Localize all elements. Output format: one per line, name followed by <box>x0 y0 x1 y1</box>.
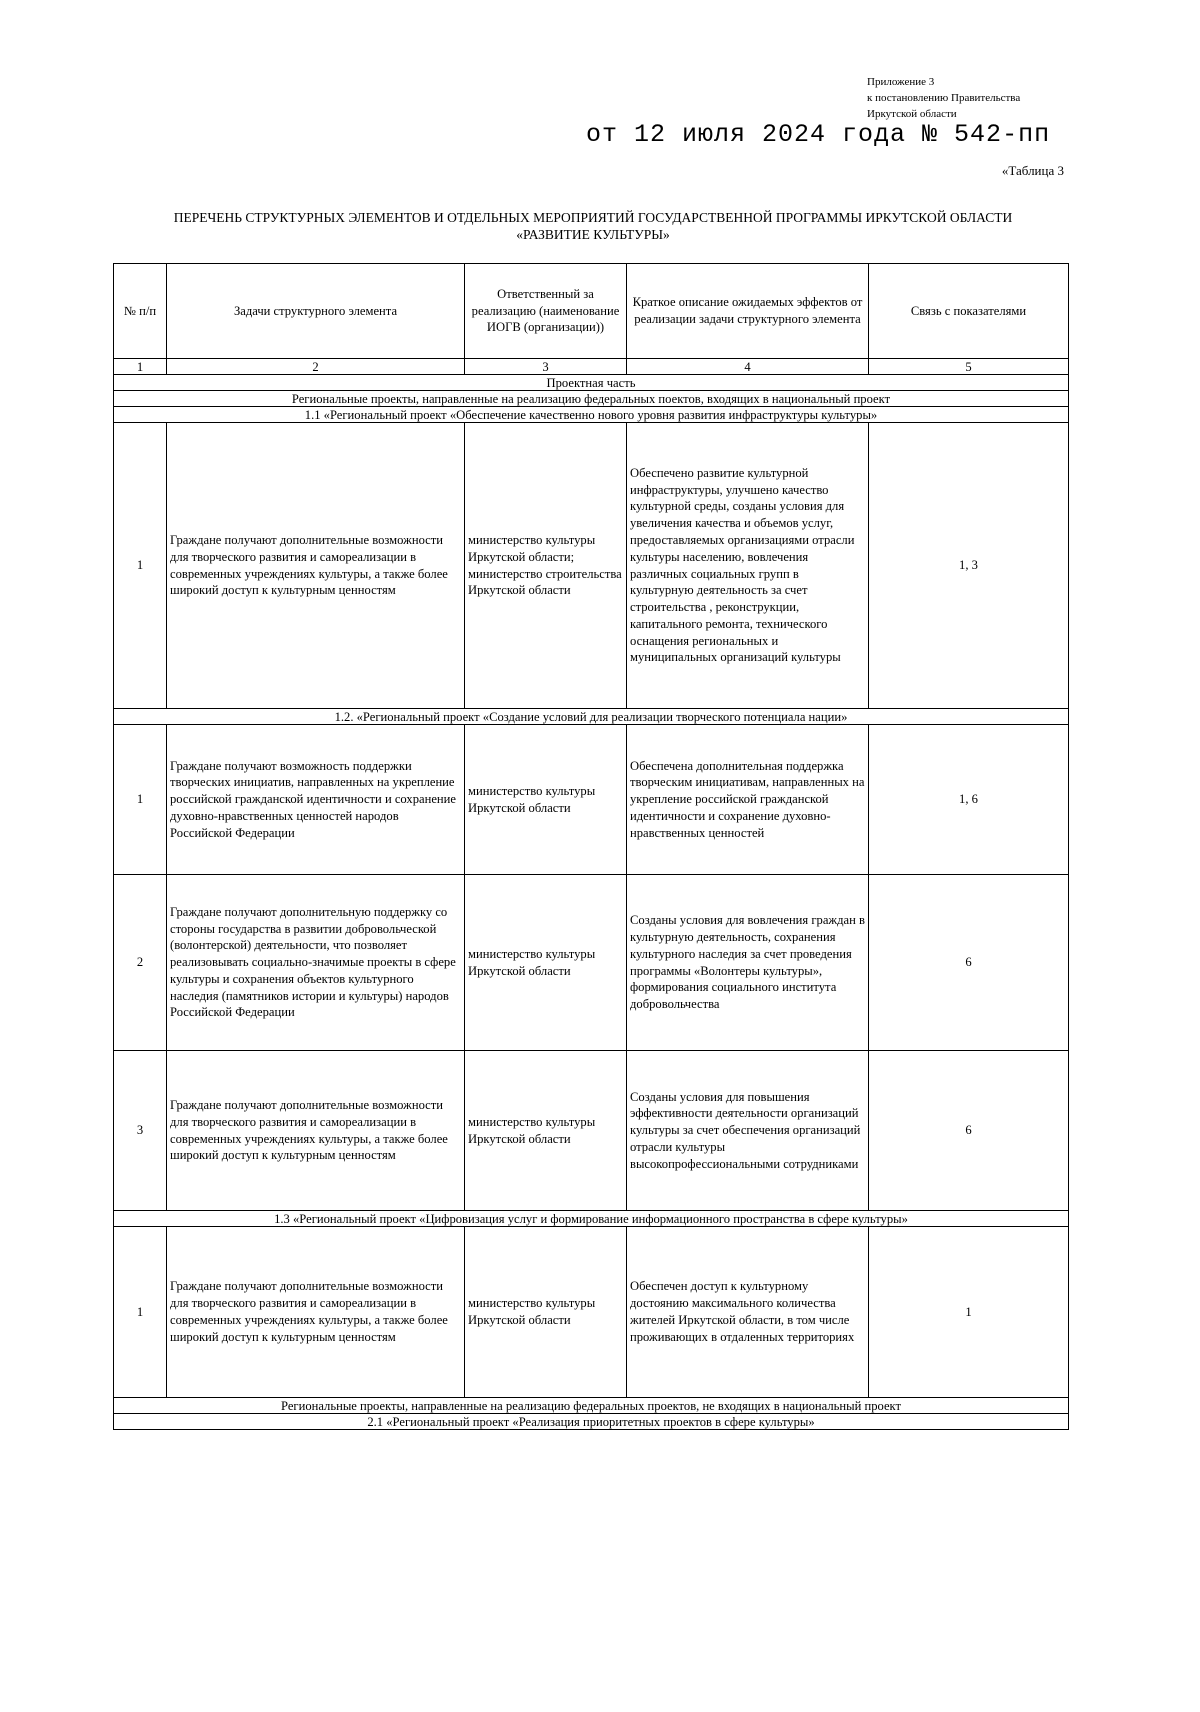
row-responsible: министерство культуры Иркутской области <box>465 725 627 875</box>
header-cell-tasks: Задачи структурного элемента <box>167 264 465 359</box>
appendix-line: Приложение 3 <box>867 76 935 88</box>
section-row <box>114 1414 1069 1430</box>
table-row <box>114 875 1069 1051</box>
column-number: 2 <box>167 359 465 375</box>
column-number-row <box>114 359 1069 375</box>
table-row <box>114 1051 1069 1211</box>
appendix-note <box>867 74 1020 122</box>
row-task: Граждане получают возможность поддержки творческих инициатив, направленных на укрепление российской гражданской идентичности и сохранение духовно-нравственных ценностей народов Российской Федерации <box>167 725 465 875</box>
row-number: 3 <box>114 1051 167 1211</box>
row-effect: Обеспечена дополнительная поддержка творческим инициативам, направленных на укрепление российской гражданской идентичности и сохранение духовно-нравственных ценностей <box>627 725 869 875</box>
column-number: 3 <box>465 359 627 375</box>
row-number: 1 <box>114 725 167 875</box>
section-group-national: Региональные проекты, направленные на реализацию федеральных поектов, входящих в национальный проект <box>114 391 1069 407</box>
section-row <box>114 407 1069 423</box>
row-responsible: министерство культуры Иркутской области <box>465 1051 627 1211</box>
header-cell-effects: Краткое описание ожидаемых эффектов от реализации задачи структурного элемента <box>627 264 869 359</box>
row-indicators: 6 <box>869 875 1069 1051</box>
row-indicators: 1, 6 <box>869 725 1069 875</box>
column-number: 4 <box>627 359 869 375</box>
row-effect: Обеспечено развитие культурной инфраструктуры, улучшено качество культурной среды, созданы условия для увеличения качества и объемов услуг, предоставляемых организациями отрасли культуры населению, вовлечения различных социальных групп в культурную деятельность за счет строительства , реконструкции, капитального ремонта, технического оснащения региональных и муниципальных организаций культуры <box>627 423 869 709</box>
table-label: «Таблица 3 <box>1001 163 1064 178</box>
appendix-line: к постановлению Правительства <box>867 92 1021 104</box>
document-title <box>113 209 1073 243</box>
row-indicators: 1 <box>869 1227 1069 1398</box>
row-effect: Созданы условия для вовлечения граждан в культурную деятельность, сохранения культурного наследия за счет проведения программы «Волонтеры культуры», формирования социального института добровольчества <box>627 875 869 1051</box>
section-project-part: Проектная часть <box>114 375 1069 391</box>
section-rp-1-1: 1.1 «Региональный проект «Обеспечение качественно нового уровня развития инфраструктуры культуры» <box>114 407 1069 423</box>
row-effect: Созданы условия для повышения эффективности деятельности организаций культуры за счет обеспечения организаций отрасли культуры высокопрофессиональными сотрудниками <box>627 1051 869 1211</box>
table-header-row <box>114 264 1069 359</box>
row-task: Граждане получают дополнительные возможности для творческого развития и самореализации в современных учреждениях культуры, а также более широкий доступ к культурным ценностям <box>167 1051 465 1211</box>
program-elements-table <box>113 263 1069 1430</box>
column-number: 5 <box>869 359 1069 375</box>
table-row <box>114 423 1069 709</box>
section-row <box>114 391 1069 407</box>
row-task: Граждане получают дополнительные возможности для творческого развития и самореализации в современных учреждениях культуры, а также более широкий доступ к культурным ценностям <box>167 423 465 709</box>
appendix-line: Иркутской области <box>867 108 957 120</box>
section-rp-2-1: 2.1 «Региональный проект «Реализация приоритетных проектов в сфере культуры» <box>114 1414 1069 1430</box>
row-number: 2 <box>114 875 167 1051</box>
row-number: 1 <box>114 1227 167 1398</box>
header-cell-number: № п/п <box>114 264 167 359</box>
document-title-line: «РАЗВИТИЕ КУЛЬТУРЫ» <box>516 227 670 242</box>
row-number: 1 <box>114 423 167 709</box>
section-row <box>114 375 1069 391</box>
section-group-not-national: Региональные проекты, направленные на реализацию федеральных проектов, не входящих в национальный проект <box>114 1398 1069 1414</box>
header-cell-responsible: Ответственный за реализацию (наименование ИОГВ (организации)) <box>465 264 627 359</box>
header-cell-indicators: Связь с показателями <box>869 264 1069 359</box>
section-rp-1-2: 1.2. «Региональный проект «Создание условий для реализации творческого потенциала нации» <box>114 709 1069 725</box>
decree-stamp: от 12 июля 2024 года № 542-пп <box>586 120 1051 149</box>
row-responsible: министерство культуры Иркутской области <box>465 875 627 1051</box>
row-responsible: министерство культуры Иркутской области; министерство строительства Иркутской области <box>465 423 627 709</box>
row-task: Граждане получают дополнительные возможности для творческого развития и самореализации в современных учреждениях культуры, а также более широкий доступ к культурным ценностям <box>167 1227 465 1398</box>
section-row <box>114 1211 1069 1227</box>
row-indicators: 6 <box>869 1051 1069 1211</box>
section-row <box>114 709 1069 725</box>
column-number: 1 <box>114 359 167 375</box>
row-effect: Обеспечен доступ к культурному достоянию максимального количества жителей Иркутской области, в том числе проживающих в отдаленных территориях <box>627 1227 869 1398</box>
table-row <box>114 1227 1069 1398</box>
row-indicators: 1, 3 <box>869 423 1069 709</box>
document-title-line: ПЕРЕЧЕНЬ СТРУКТУРНЫХ ЭЛЕМЕНТОВ И ОТДЕЛЬНЫХ МЕРОПРИЯТИЙ ГОСУДАРСТВЕННОЙ ПРОГРАММЫ ИРКУТСКОЙ ОБЛАСТИ <box>173 210 1013 225</box>
table-row <box>114 725 1069 875</box>
section-row <box>114 1398 1069 1414</box>
row-responsible: министерство культуры Иркутской области <box>465 1227 627 1398</box>
section-rp-1-3: 1.3 «Региональный проект «Цифровизация услуг и формирование информационного пространства в сфере культуры» <box>114 1211 1069 1227</box>
row-task: Граждане получают дополнительную поддержку со стороны государства в развитии добровольческой (волонтерской) деятельности, что позволяет реализовывать социально-значимые проекты в сфере культуры и сохранения объектов культурного наследия (памятников истории и культуры) народов Российской Федерации <box>167 875 465 1051</box>
